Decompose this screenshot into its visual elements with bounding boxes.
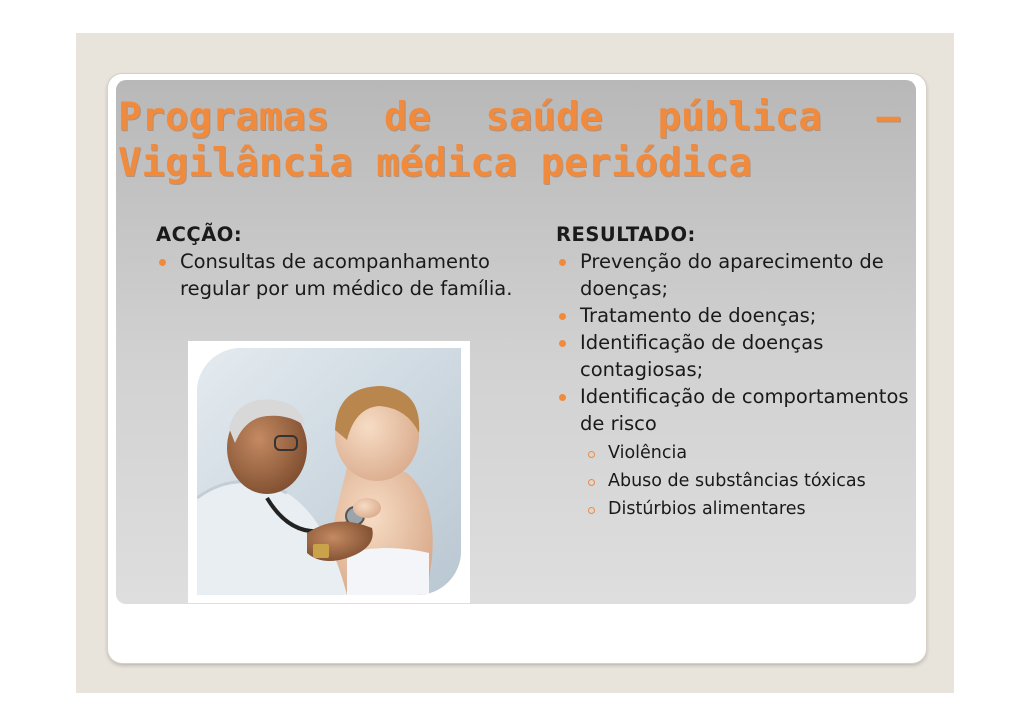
slide-title [118,95,900,187]
title-word: saúde [485,95,603,140]
doctor-examining-child-photo [197,348,461,595]
result-column [556,221,916,525]
risk-item: Violência [580,441,916,465]
title-word: pública [657,95,822,140]
result-list [556,248,916,521]
risk-item: Distúrbios alimentares [580,497,916,521]
result-item: Prevenção do aparecimento de doenças; [556,248,916,302]
title-word: – [876,95,900,140]
risk-item: Abuso de substâncias tóxicas [580,469,916,493]
action-item: Consultas de acompanhamento regular por um médico de família. [156,248,516,302]
result-item: Tratamento de doenças; [556,302,916,329]
title-word: de [383,95,431,140]
title-line-1 [118,95,900,141]
action-list [156,248,516,302]
result-heading: RESULTADO: [556,223,696,246]
risk-behaviour-list [580,441,916,521]
result-item-text: Identificação de comportamentos de risco [580,385,909,435]
result-item: Identificação de doenças contagiosas; [556,329,916,383]
photo-frame [188,341,470,603]
action-column [156,221,516,302]
action-heading: ACÇÃO: [156,223,243,246]
title-word: Programas [118,95,330,140]
result-item [556,383,916,521]
title-line-2: Vigilância médica periódica [118,141,752,186]
